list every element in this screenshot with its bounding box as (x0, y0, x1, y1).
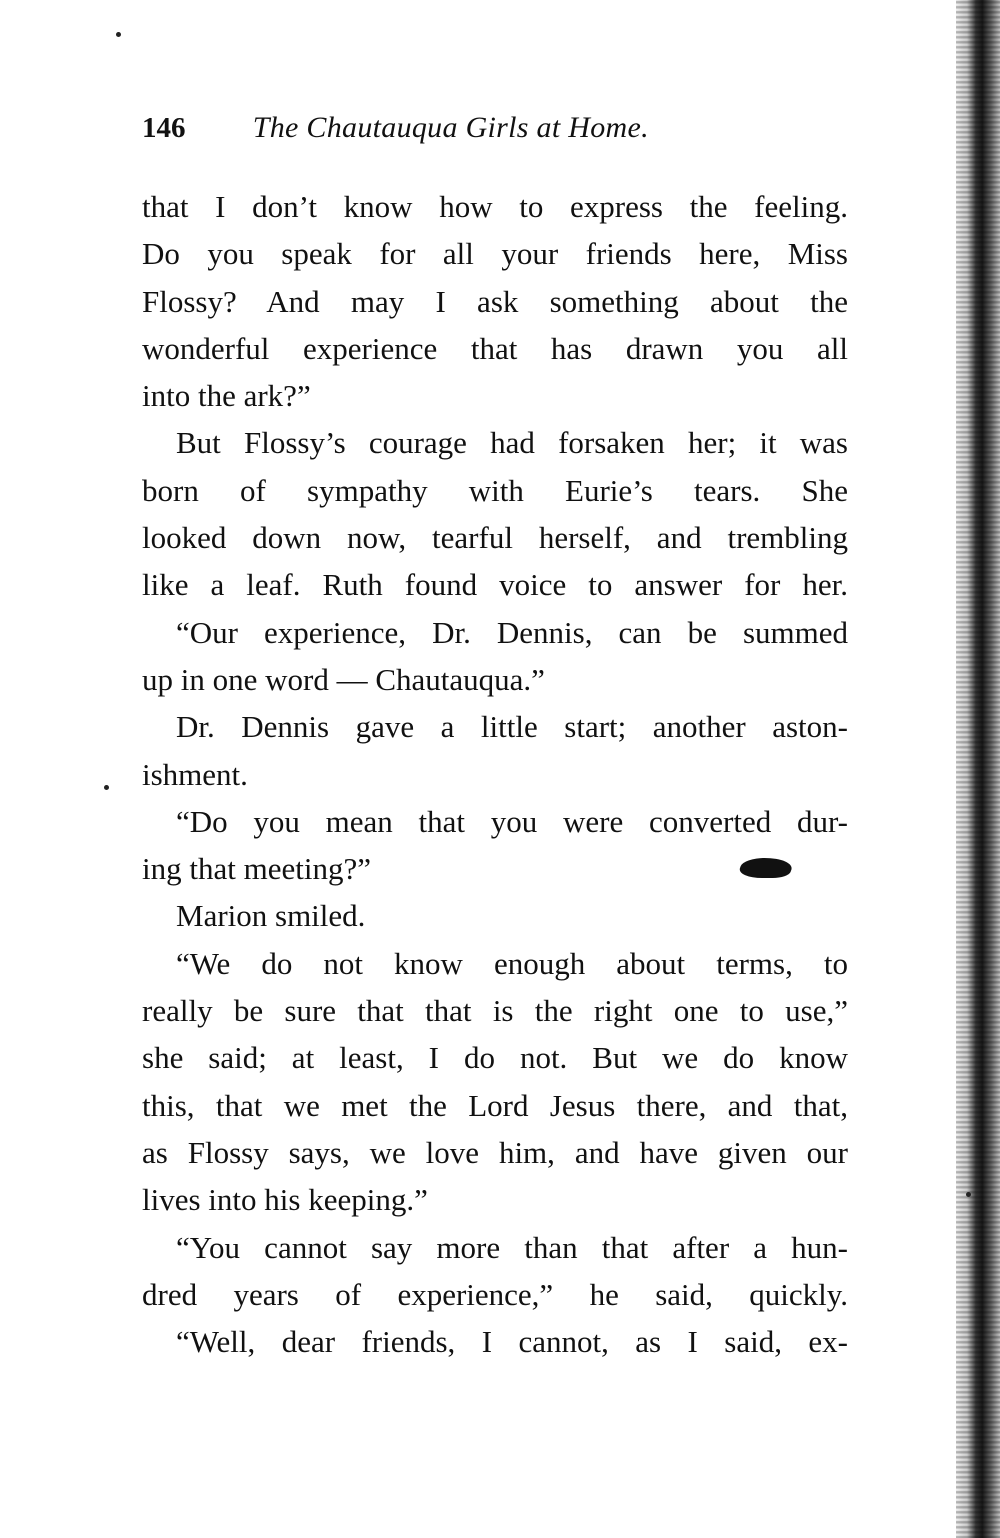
text-line: she said; at least, I do not. But we do know (142, 1040, 848, 1076)
text-line: ishment. (142, 756, 248, 792)
text-line: Marion smiled. (176, 898, 366, 934)
text-line: Dr. Dennis gave a little start; another aston- (176, 709, 848, 745)
text-line: dred years of experience,” he said, quickly. (142, 1276, 848, 1312)
text-line: “You cannot say more than that after a hun- (176, 1229, 848, 1265)
text-line: up in one word — Chautauqua.” (142, 661, 545, 697)
speck (116, 32, 121, 37)
text-line: this, that we met the Lord Jesus there, and that, (142, 1087, 848, 1123)
speck (966, 1192, 971, 1197)
text-line: “Do you mean that you were converted dur- (176, 803, 848, 839)
text-line: looked down now, tearful herself, and trembling (142, 520, 848, 556)
page-header (142, 104, 842, 150)
text-line: born of sympathy with Eurie’s tears. She (142, 472, 848, 508)
text-line: “Well, dear friends, I cannot, as I said, ex- (176, 1324, 848, 1360)
text-line: into the ark?” (142, 378, 311, 414)
text-line: Flossy? And may I ask something about the (142, 283, 848, 319)
text-line: But Flossy’s courage had forsaken her; it was (176, 425, 848, 461)
running-title: The Chautauqua Girls at Home. (252, 111, 649, 144)
text-line: “Our experience, Dr. Dennis, can be summed (176, 614, 848, 650)
page-number: 146 (142, 112, 186, 144)
text-line: that I don’t know how to express the feeling. (142, 189, 848, 224)
text-line: really be sure that that is the right one to use,” (142, 993, 848, 1029)
speck (104, 785, 109, 790)
text-line: wonderful experience that has drawn you all (142, 330, 848, 366)
text-line: “We do not know enough about terms, to (176, 945, 848, 981)
body-text (142, 183, 848, 1365)
text-line: as Flossy says, we love him, and have given our (142, 1134, 848, 1170)
text-line: like a leaf. Ruth found voice to answer for her. (142, 567, 848, 603)
binding-edge (956, 0, 1000, 1538)
text-line: lives into his keeping.” (142, 1182, 428, 1218)
text-line: Do you speak for all your friends here, Miss (142, 236, 848, 272)
text-line: ing that meeting?” (142, 851, 371, 887)
